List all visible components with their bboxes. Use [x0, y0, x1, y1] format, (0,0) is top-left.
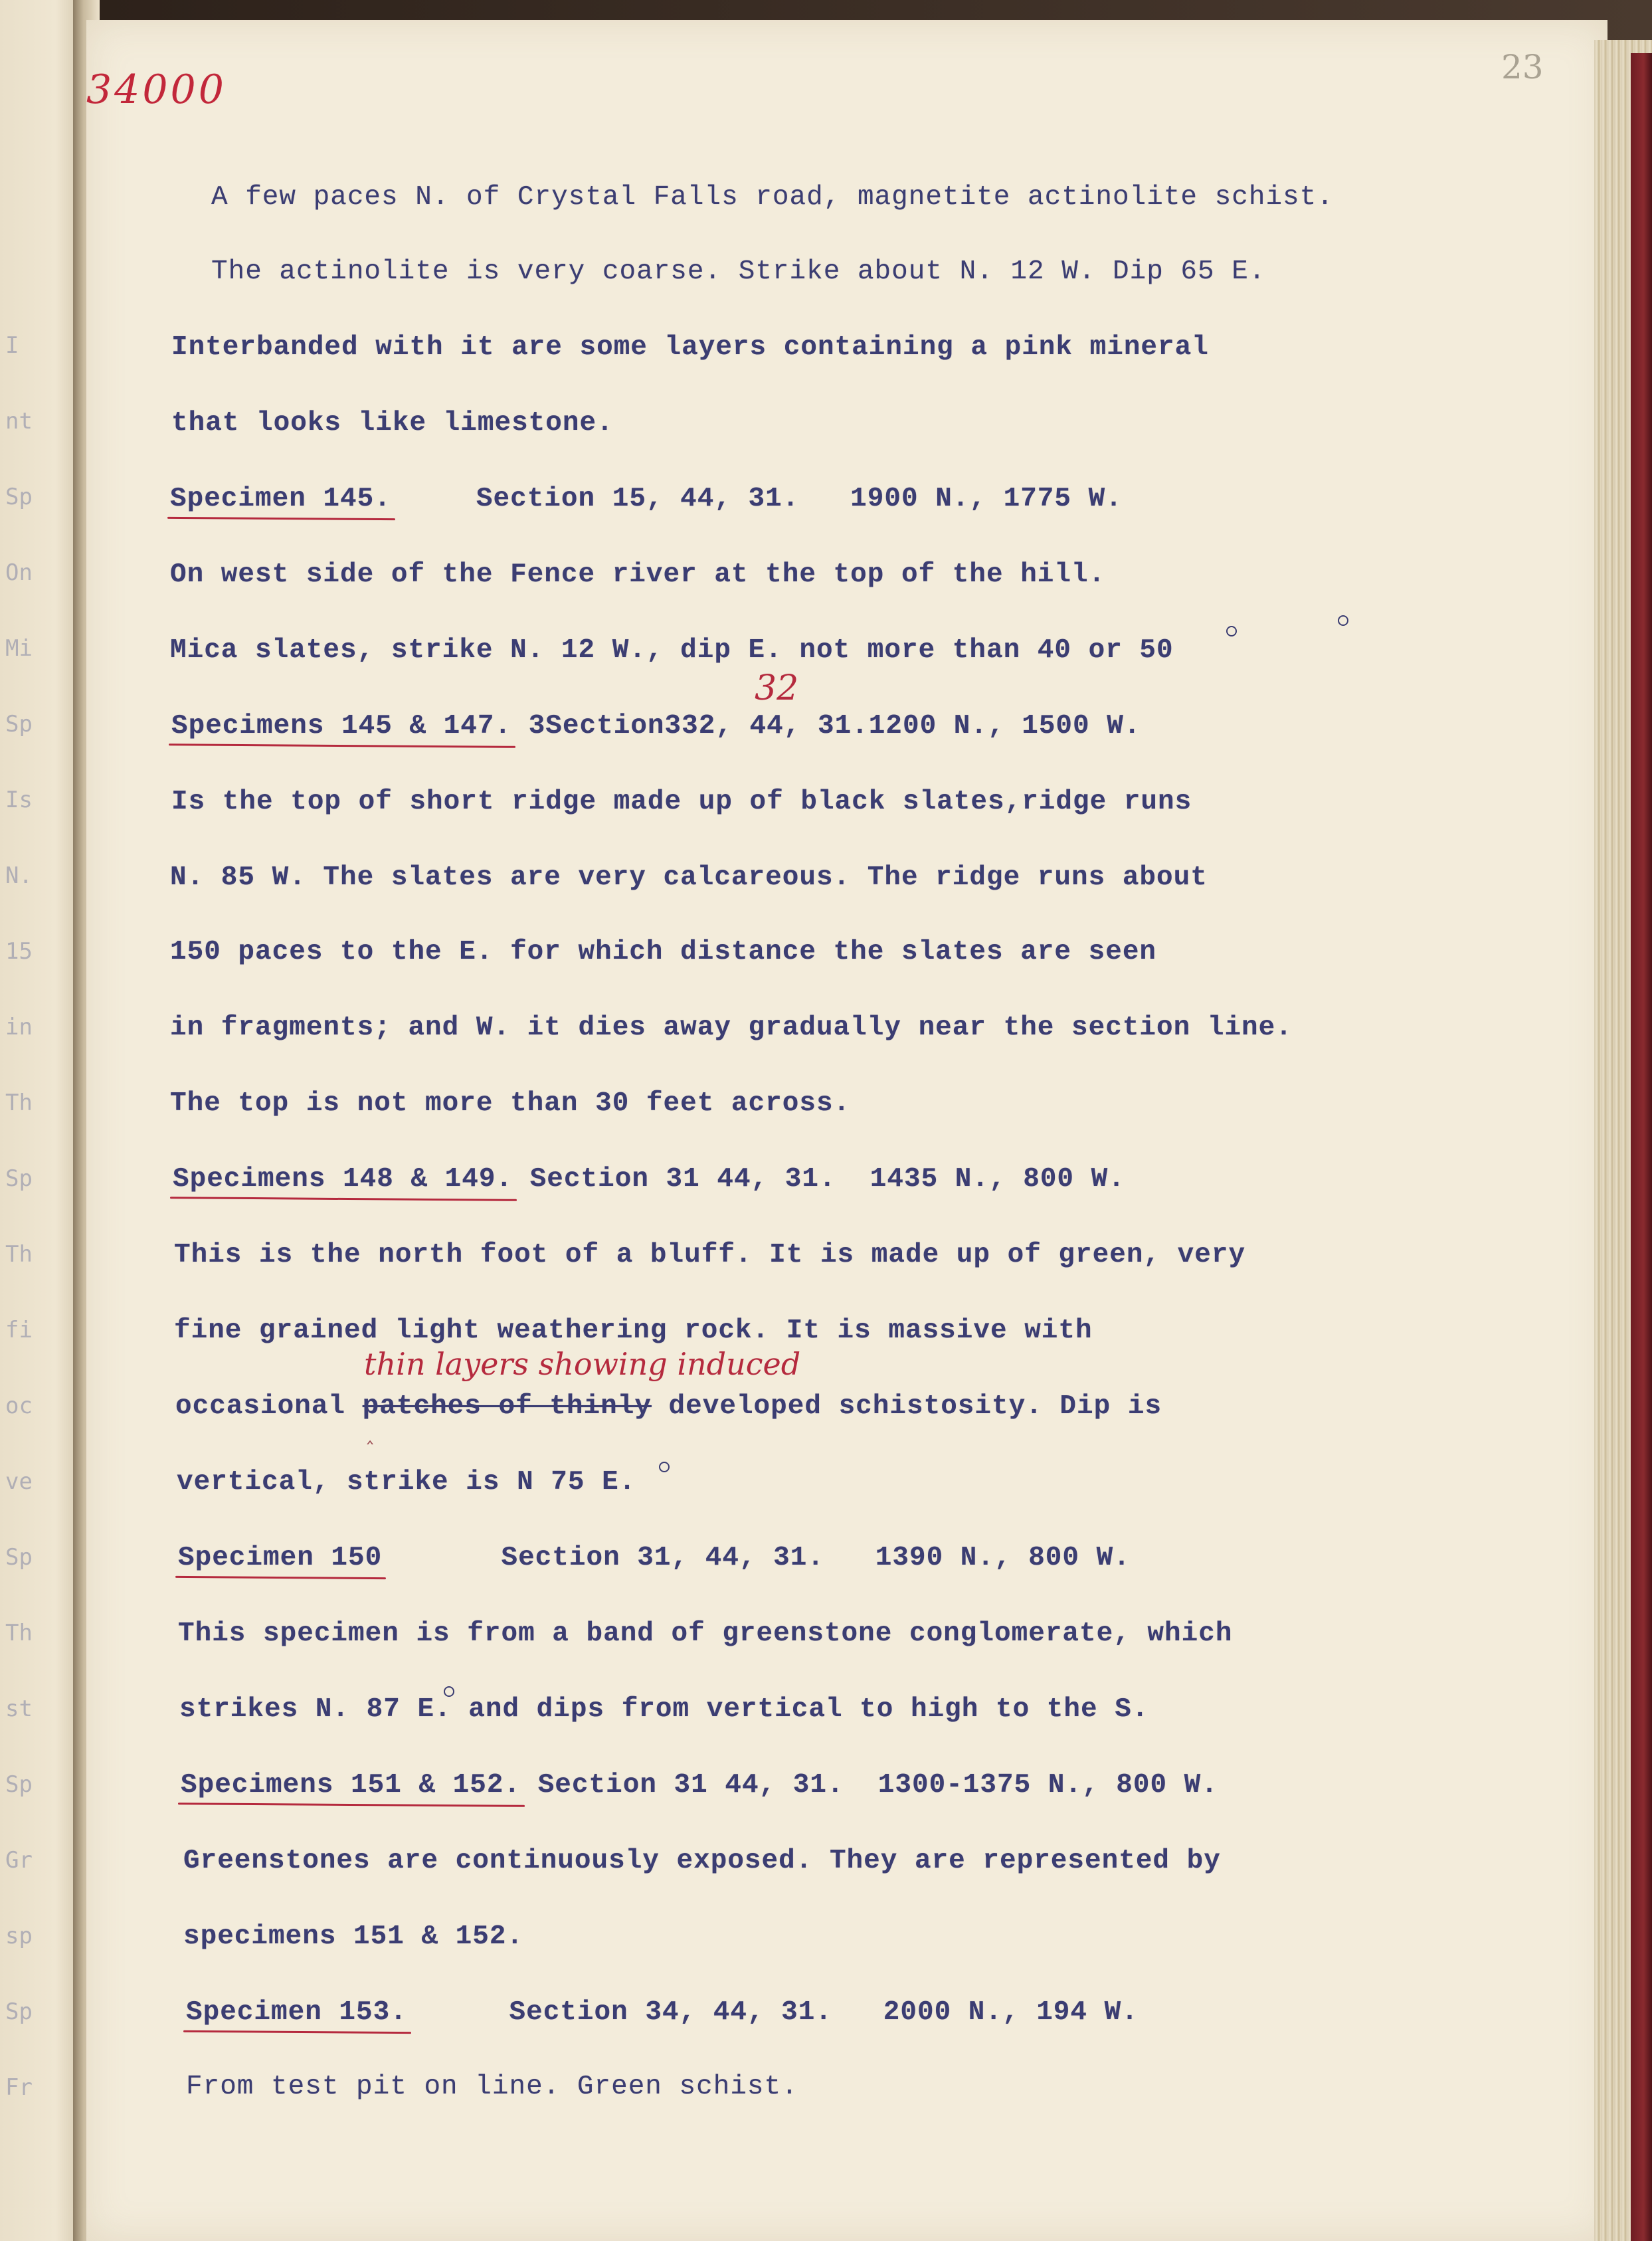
specimen-line [171, 711, 1141, 741]
degree-mark [1338, 615, 1348, 626]
left-page-fragment: N. [5, 862, 33, 889]
left-page-fragment: Sp [5, 1544, 33, 1571]
text-line: that looks like limestone. [171, 408, 614, 438]
specimen-label: Specimen 145. [170, 484, 391, 514]
text-line: vertical, strike is N 75 E. [177, 1467, 636, 1498]
struck-text: patches of thinly [362, 1391, 652, 1422]
left-page-fragment: Sp [5, 484, 33, 510]
left-page-fragment: 15 [5, 938, 33, 965]
left-page-fragment: in [5, 1014, 33, 1040]
text-line: Interbanded with it are some layers containing a pink mineral [171, 332, 1209, 363]
left-page-fragment: fi [5, 1317, 33, 1343]
text-line: 150 paces to the E. for which distance the slates are seen [170, 937, 1157, 967]
handwritten-correction: 32 [755, 668, 799, 708]
specimen-line [170, 484, 1123, 514]
specimen-label: Specimen 153. [186, 1997, 407, 2028]
specimen-line [178, 1543, 1131, 1573]
left-page-fragment: Sp [5, 1771, 33, 1798]
text-line: N. 85 W. The slates are very calcareous. The ridge runs about [170, 862, 1208, 893]
left-page-edge [0, 0, 82, 2241]
left-page-fragment: Sp [5, 1998, 33, 2025]
left-page-fragment: sp [5, 1923, 33, 1949]
text-line-with-strikeout [175, 1391, 1162, 1422]
text-line: From test pit on line. Green schist. [186, 2072, 798, 2102]
specimen-label: Specimens 151 & 152. [181, 1770, 521, 1801]
left-page-fragment: On [5, 559, 33, 586]
specimen-details: Section 34, 44, 31. 2000 N., 194 W. [407, 1997, 1139, 2028]
left-page-fragment: st [5, 1696, 33, 1722]
text-line: Mica slates, strike N. 12 W., dip E. not more than 40 or 50 [170, 635, 1174, 666]
degree-mark [659, 1462, 670, 1472]
text-line: On west side of the Fence river at the top of the hill. [170, 559, 1106, 590]
left-page-fragment: nt [5, 408, 33, 435]
left-page-fragment: ve [5, 1468, 33, 1495]
left-page-fragment: oc [5, 1393, 33, 1419]
specimen-line [173, 1164, 1125, 1195]
left-page-fragment: Gr [5, 1847, 33, 1874]
text-line: This is the north foot of a bluff. It is made up of green, very [174, 1240, 1246, 1270]
degree-mark [444, 1686, 454, 1697]
left-page-fragment: Mi [5, 635, 33, 662]
left-page-fragment: Th [5, 1090, 33, 1116]
text-line: Is the top of short ridge made up of black slates,ridge runs [171, 787, 1192, 817]
specimen-details: Section 15, 44, 31. 1900 N., 1775 W. [391, 484, 1123, 514]
left-page-fragment: Th [5, 1620, 33, 1646]
degree-mark [1226, 626, 1237, 636]
accession-number: 34000 [86, 66, 227, 113]
text-line: A few paces N. of Crystal Falls road, magnetite actinolite schist. [211, 182, 1334, 213]
text-line: The top is not more than 30 feet across. [170, 1088, 851, 1119]
specimen-details: Section 31 44, 31. 1435 N., 800 W. [513, 1164, 1125, 1195]
specimen-label: Specimens 148 & 149. [173, 1164, 513, 1195]
line-prefix: occasional [175, 1391, 363, 1422]
handwritten-insertion: thin layers showing induced [364, 1346, 801, 1382]
text-line: The actinolite is very coarse. Strike about N. 12 W. Dip 65 E. [211, 256, 1266, 287]
text-line: fine grained light weathering rock. It is massive with [174, 1315, 1093, 1346]
specimen-line [186, 1997, 1139, 2028]
specimen-line [181, 1770, 1218, 1801]
specimen-details: Section 31, 44, 31. 1390 N., 800 W. [382, 1543, 1131, 1573]
text-line: strikes N. 87 E. and dips from vertical to high to the S. [179, 1694, 1149, 1725]
specimen-details: Section 31 44, 31. 1300-1375 N., 800 W. [521, 1770, 1218, 1801]
left-page-fragment: Sp [5, 1165, 33, 1192]
cover-edge [1631, 53, 1652, 2241]
insertion-caret: ‸ [367, 1422, 374, 1445]
text-line: This specimen is from a band of greenstone conglomerate, which [178, 1618, 1233, 1649]
left-page-fragment: Sp [5, 711, 33, 737]
left-page-fragment: Is [5, 787, 33, 813]
specimen-label: Specimen 150 [178, 1543, 383, 1573]
line-remainder: developed schistosity. Dip is [651, 1391, 1162, 1422]
text-line: in fragments; and W. it dies away gradually near the section line. [170, 1013, 1293, 1043]
left-page-fragment: Fr [5, 2074, 33, 2101]
specimen-label: Specimens 145 & 147. [171, 711, 512, 741]
text-line: specimens 151 & 152. [183, 1921, 524, 1952]
page-number: 23 [1501, 48, 1544, 86]
specimen-details: 3Section332, 44, 31.1200 N., 1500 W. [511, 711, 1141, 741]
left-page-fragment: Th [5, 1241, 33, 1268]
text-line: Greenstones are continuously exposed. They are represented by [183, 1846, 1221, 1876]
left-page-fragment: I [5, 332, 19, 359]
